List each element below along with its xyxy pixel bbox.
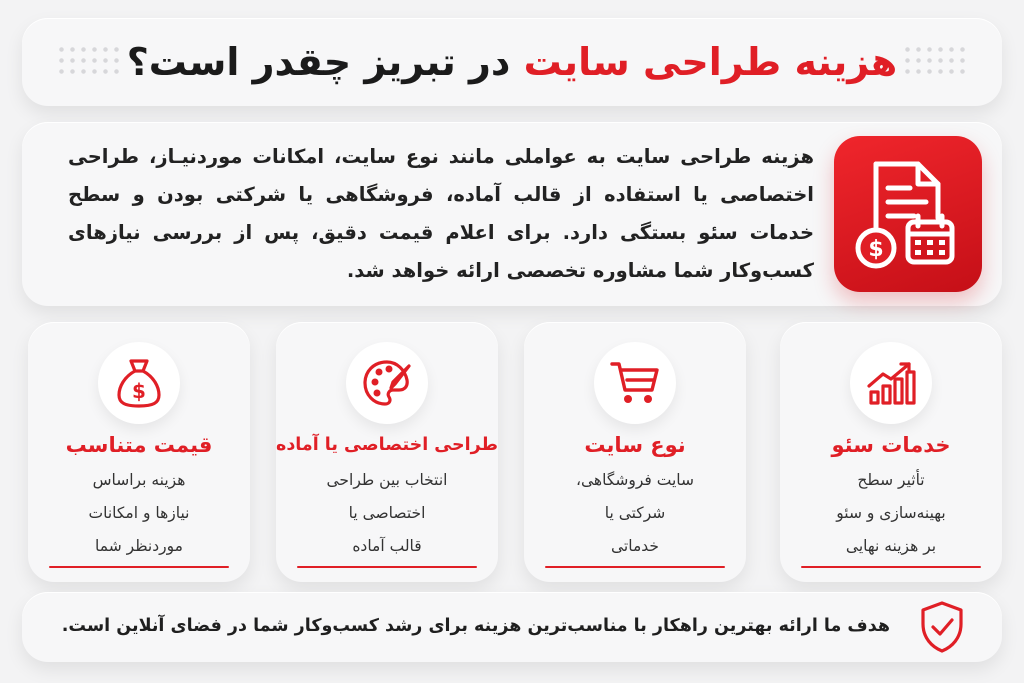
card-underline: [545, 566, 725, 568]
card-description: [36, 464, 242, 563]
shield-check-icon: [919, 600, 965, 654]
intro-card: [22, 122, 1002, 306]
page-title-highlight: هزینه طراحی سایت: [523, 40, 898, 84]
card-title: نوع سایت: [584, 433, 686, 457]
card-title: قیمت متناسب: [65, 433, 213, 457]
card-icon-circle: [346, 342, 428, 424]
card-icon-circle: [850, 342, 932, 424]
svg-text:$: $: [132, 379, 146, 403]
card-description-line: شرکتی یا: [604, 504, 666, 522]
page-title-rest: در تبریز چقدر است؟: [126, 40, 511, 84]
card-description-line: موردنظر شما: [95, 537, 183, 555]
intro-paragraph: هزینه طراحی سایت به عواملی مانند نوع سایت، امکانات موردنیـاز، طراحی اختصاصی یا استفاده از قالب آماده، فروشگاهی یا شرکتی بودن و سطح خدمات سئو بستگی دارد. برای اعلام قیمت دقیق، پس از بررسی نیازهای کسب‌وکار شما مشاوره تخصصی ارائه خواهد شد.: [68, 145, 814, 282]
card-icon-circle: [98, 342, 180, 424]
card-description-line: تأثیر سطح: [857, 471, 925, 489]
card-icon-circle: [594, 342, 676, 424]
page-title: [22, 38, 1002, 86]
card-description-line: نیازها و امکانات: [88, 504, 190, 522]
feature-card-site-type: [524, 322, 746, 582]
palette-brush-icon: [361, 358, 413, 408]
intro-icon-tile: [834, 136, 982, 292]
card-title: طراحی اختصاصی یا آماده: [275, 435, 498, 455]
card-description-line: قالب آماده: [352, 537, 422, 555]
svg-text:$: $: [868, 237, 884, 262]
growth-chart-icon: [865, 360, 917, 406]
card-description: [788, 464, 994, 563]
card-description-line: انتخاب بین طراحی: [326, 471, 448, 489]
card-description-line: بر هزینه نهایی: [845, 537, 937, 555]
card-underline: [297, 566, 477, 568]
card-description: [532, 464, 738, 563]
shopping-cart-icon: [610, 360, 660, 406]
invoice-calendar-dollar-icon: [852, 156, 964, 272]
card-description-line: هزینه براساس: [92, 471, 186, 489]
header-banner: [22, 18, 1002, 106]
card-description: [284, 464, 490, 563]
feature-card-seo: [780, 322, 1002, 582]
feature-card-price: [28, 322, 250, 582]
footer-message: هدف ما ارائه بهترین راهکار با مناسب‌ترین هزینه برای رشد کسب‌وکار شما در فضای آنلاین است.: [61, 616, 890, 636]
money-bag-icon: [116, 357, 162, 409]
card-description-line: بهینه‌سازی و سئو: [836, 504, 946, 522]
footer-banner: [22, 592, 1002, 662]
card-description-line: سایت فروشگاهی،: [576, 471, 694, 489]
card-title: خدمات سئو: [831, 433, 951, 457]
card-description-line: اختصاصی یا: [348, 504, 426, 522]
footer-icon-wrap: [912, 598, 972, 656]
card-underline: [801, 566, 981, 568]
feature-card-design: [276, 322, 498, 582]
card-description-line: خدماتی: [611, 537, 659, 555]
card-underline: [49, 566, 229, 568]
